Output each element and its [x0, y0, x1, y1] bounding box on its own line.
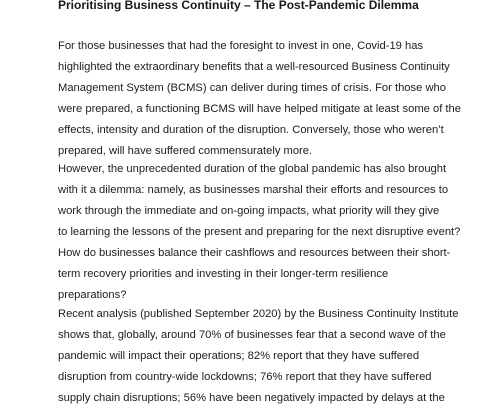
paragraph-line: with it a dilemma: namely, as businesses marshal their efforts and resources to: [58, 184, 449, 196]
paragraph-line: were prepared, a functioning BCMS will have helped mitigate at least some of the: [58, 103, 461, 115]
paragraph-line: to learning the lessons of the present and preparing for the next disruptive event?: [58, 226, 461, 238]
paragraph-line: work through the immediate and on-going impacts, what priority will they give: [58, 205, 440, 217]
paragraph-line: For those businesses that had the foresight to invest in one, Covid-19 has: [58, 40, 424, 52]
document-title: Prioritising Business Continuity – The Post-Pandemic Dilemma: [58, 0, 419, 12]
paragraph-line: highlighted the extraordinary benefits that a well-resourced Business Continuity: [58, 61, 450, 73]
paragraph-line: shows that, globally, around 70% of businesses fear that a second wave of the: [58, 329, 446, 341]
paragraph-line: prepared, will have suffered commensurately more.: [58, 145, 313, 157]
paragraph-line: Recent analysis (published September 2020) by the Business Continuity Institute: [58, 308, 459, 320]
paragraph-3: [58, 304, 459, 409]
paragraph-line: Management System (BCMS) can deliver during times of crisis. For those who: [58, 82, 446, 94]
paragraph-1: [58, 36, 461, 162]
paragraph-line: How do businesses balance their cashflows and resources between their short-: [58, 247, 451, 259]
paragraph-line: effects, intensity and duration of the disruption. Conversely, those who weren’t: [58, 124, 444, 136]
paragraph-line: supply chain disruptions; 56% have been negatively impacted by delays at the: [58, 392, 445, 404]
paragraph-line: preparations?: [58, 289, 127, 301]
paragraph-line: pandemic will impact their operations; 82% report that they have suffered: [58, 350, 420, 362]
paragraph-line: term recovery priorities and investing in their longer-term resilience: [58, 268, 389, 280]
paragraph-line: disruption from country-wide lockdowns; 76% report that they have suffered: [58, 371, 432, 383]
paragraph-2: [58, 159, 461, 306]
paragraph-line: However, the unprecedented duration of the global pandemic has also brought: [58, 163, 447, 175]
